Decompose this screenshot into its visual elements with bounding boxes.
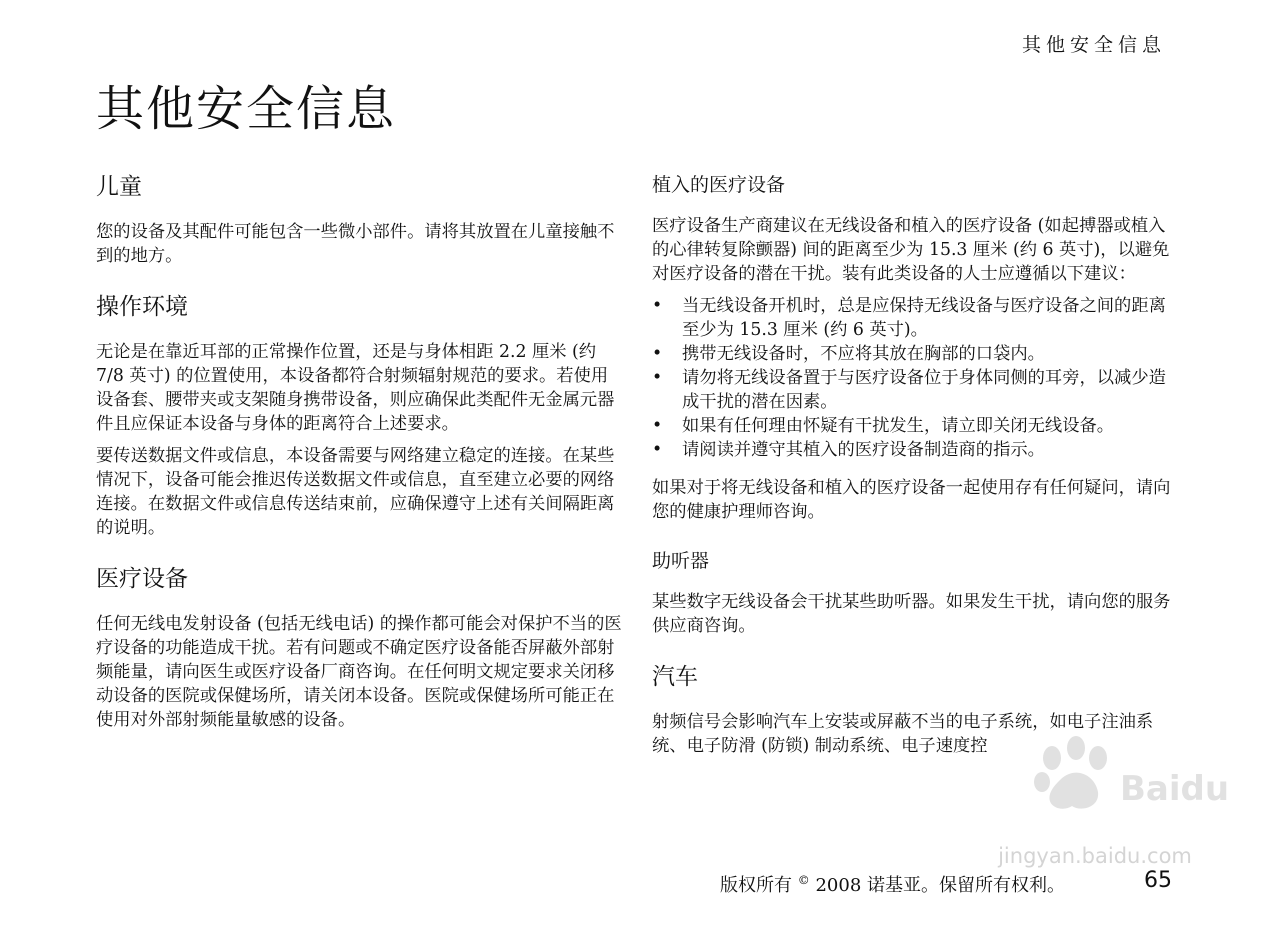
bullet-icon: • bbox=[652, 416, 663, 436]
children-heading: 儿童 bbox=[96, 174, 142, 200]
bullet-item bbox=[652, 294, 1178, 342]
medical-section bbox=[96, 562, 624, 732]
hearing-heading: 助听器 bbox=[652, 550, 710, 572]
page-number: 65 bbox=[1144, 868, 1172, 893]
implanted-body: 医疗设备生产商建议在无线设备和植入的医疗设备 (如起搏器或植入的心律转复除颤器) 间的距离至少为 15.3 厘米 (约 6 英寸)，以避免对医疗设备的潜在干扰。装有此类设备的人士应遵循以下建议： bbox=[652, 216, 1170, 284]
copyright-footer bbox=[720, 871, 1065, 897]
bullet-text: 请阅读并遵守其植入的医疗设备制造商的指示。 bbox=[682, 440, 1045, 460]
bullet-text: 携带无线设备时，不应将其放在胸部的口袋内。 bbox=[682, 344, 1045, 364]
environment-section bbox=[96, 290, 624, 540]
bullet-text: 如果有任何理由怀疑有干扰发生，请立即关闭无线设备。 bbox=[682, 416, 1115, 436]
medical-body: 任何无线电发射设备 (包括无线电话) 的操作都可能会对保护不当的医疗设备的功能造成干扰。若有问题或不确定医疗设备能否屏蔽外部射频能量，请向医生或医疗设备厂商咨询。在任何明文规定要求关闭移动设备的医院或保健场所，请关闭本设备。医院或保健场所可能正在使用对外部射频能量敏感的设备。 bbox=[96, 614, 622, 730]
right-column bbox=[652, 170, 1178, 758]
bullet-item bbox=[652, 366, 1178, 414]
watermark-site-text: jingyan.baidu.com bbox=[998, 844, 1192, 868]
implanted-heading: 植入的医疗设备 bbox=[652, 174, 786, 196]
left-column bbox=[96, 170, 624, 732]
children-body: 您的设备及其配件可能包含一些微小部件。请将其放置在儿童接触不到的地方。 bbox=[96, 222, 615, 266]
vehicle-heading: 汽车 bbox=[652, 664, 698, 690]
bullet-icon: • bbox=[652, 440, 663, 460]
environment-heading: 操作环境 bbox=[96, 294, 188, 320]
implanted-closing: 如果对于将无线设备和植入的医疗设备一起使用存有任何疑问，请向您的健康护理师咨询。 bbox=[652, 478, 1171, 522]
children-section bbox=[96, 170, 624, 268]
running-header: 其他安全信息 bbox=[1021, 34, 1166, 56]
bullet-item bbox=[652, 414, 1178, 438]
hearing-section bbox=[652, 546, 1178, 638]
bullet-text: 请勿将无线设备置于与医疗设备位于身体同侧的耳旁，以减少造成干扰的潜在因素。 bbox=[682, 368, 1166, 412]
medical-heading: 医疗设备 bbox=[96, 566, 188, 592]
bullet-icon: • bbox=[652, 368, 663, 388]
implanted-bullet-list bbox=[652, 294, 1178, 462]
implanted-section bbox=[652, 170, 1178, 524]
vehicle-body: 射频信号会影响汽车上安装或屏蔽不当的电子系统，如电子注油系统、电子防滑 (防锁) 制动系统、电子速度控 bbox=[652, 712, 1154, 756]
environment-body-1: 无论是在靠近耳部的正常操作位置，还是与身体相距 2.2 厘米 (约 7/8 英寸) 的位置使用，本设备都符合射频辐射规范的要求。若使用设备套、腰带夹或支架随身携带设备，则应确保此类配件无金属元器件且应保证本设备与身体的距离符合上述要求。 bbox=[96, 342, 615, 434]
bullet-text: 当无线设备开机时，总是应保持无线设备与医疗设备之间的距离至少为 15.3 厘米 (约 6 英寸)。 bbox=[682, 296, 1166, 340]
baidu-watermark-logo bbox=[980, 730, 1230, 880]
copyright-symbol: © bbox=[797, 873, 810, 887]
hearing-body: 某些数字无线设备会干扰某些助听器。如果发生干扰，请向您的服务供应商咨询。 bbox=[652, 592, 1171, 636]
bullet-item bbox=[652, 342, 1178, 366]
bullet-icon: • bbox=[652, 296, 663, 316]
environment-body-2: 要传送数据文件或信息，本设备需要与网络建立稳定的连接。在某些情况下，设备可能会推迟传送数据文件或信息，直至建立必要的网络连接。在数据文件或信息传送结束前，应确保遵守上述有关间隔距离的说明。 bbox=[96, 446, 615, 538]
watermark-logo-text: Baidu bbox=[1120, 769, 1230, 809]
footer-prefix: 版权所有 bbox=[720, 875, 798, 896]
bullet-icon: • bbox=[652, 344, 663, 364]
bullet-item bbox=[652, 438, 1178, 462]
page-title: 其他安全信息 bbox=[96, 81, 397, 137]
footer-suffix: 2008 诺基亚。保留所有权利。 bbox=[809, 875, 1065, 896]
